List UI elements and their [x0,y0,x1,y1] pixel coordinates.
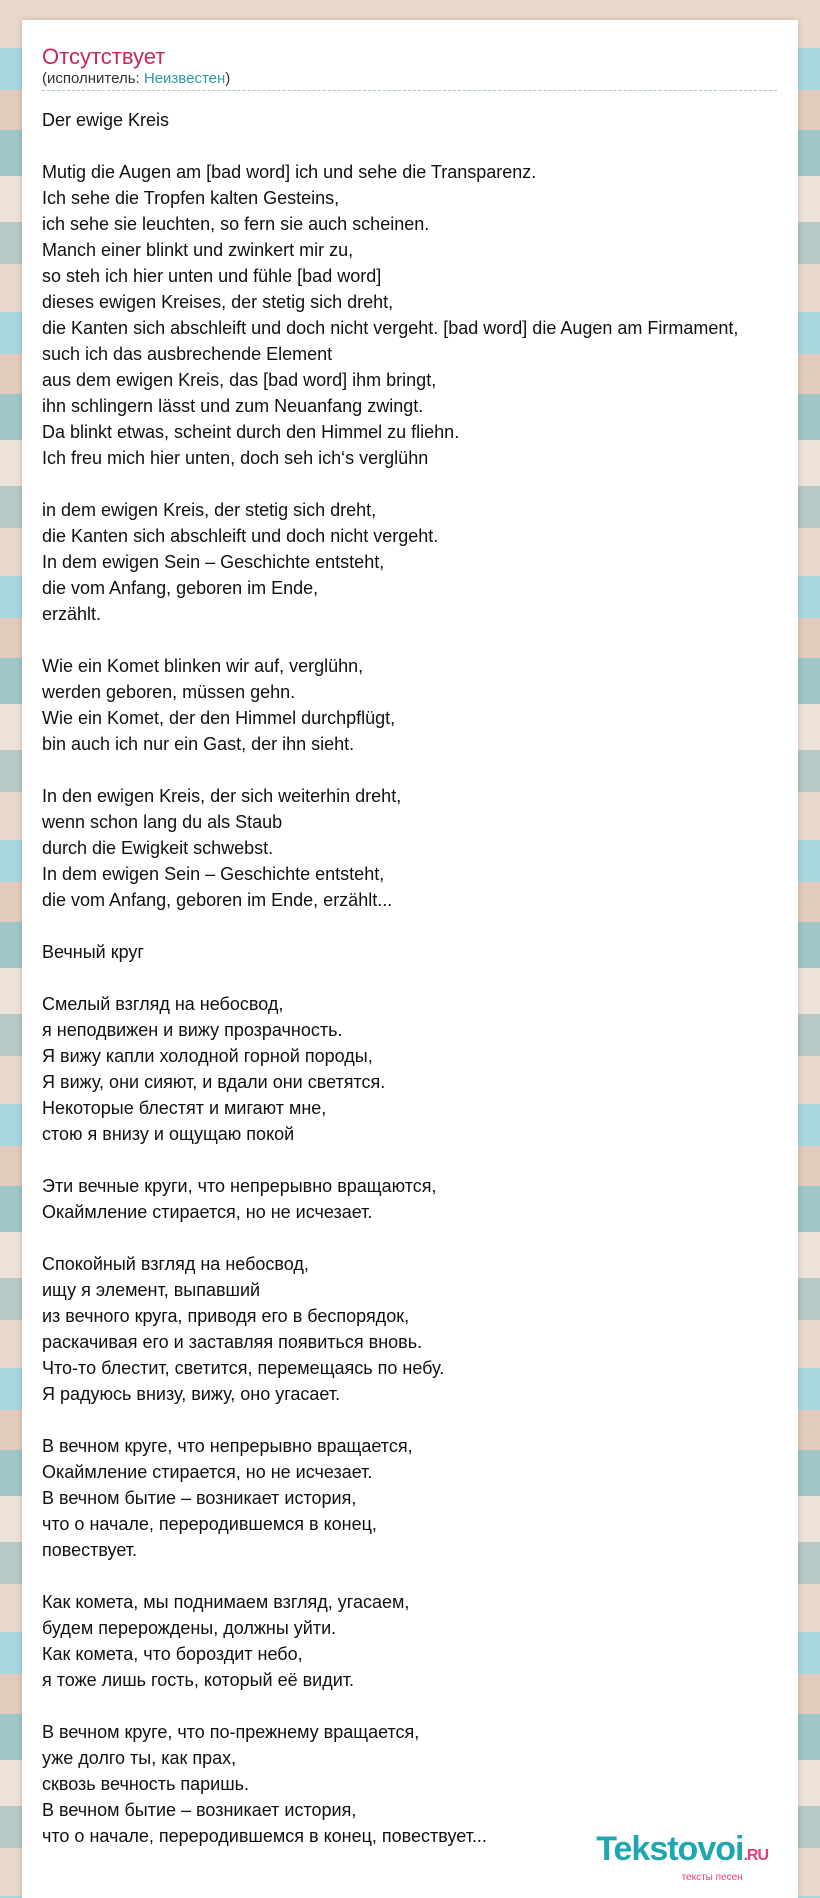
lyric-line: уже долго ты, как прах, [42,1748,237,1768]
logo-tagline: тексты песен [681,1872,743,1883]
lyric-line: Как комета, что бороздит небо, [42,1644,303,1664]
lyric-line: bin auch ich nur ein Gast, der ihn sieht. [42,734,355,754]
lyric-line: что о начале, переродившемся в конец, повествует... [42,1826,487,1846]
lyric-line: die Kanten sich abschleift und doch nicht vergeht. [42,526,439,546]
lyric-line: In dem ewigen Sein – Geschichte entsteht, [42,864,385,884]
lyric-line: Смелый взгляд на небосвод, [42,994,284,1014]
lyric-line: Mutig die Augen am [bad word] ich und sehe die Transparenz. [42,162,537,182]
lyric-line [42,1563,738,1589]
lyric-line [42,627,738,653]
artist-link[interactable]: Неизвестен [143,70,226,87]
lyric-line: Ich freu mich hier unten, doch seh ich‘s verglühn [42,448,429,468]
lyric-line: die Kanten sich abschleift und doch nicht vergeht. [bad word] die Augen am Firmament, [42,318,739,338]
lyric-line: aus dem ewigen Kreis, das [bad word] ihm bringt, [42,370,437,390]
lyric-line: Ich sehe die Tropfen kalten Gesteins, [42,188,340,208]
lyric-line: Wie ein Komet, der den Himmel durchpflügt, [42,708,396,728]
logo-wordmark [596,1831,768,1874]
lyric-line [42,133,738,159]
lyric-line: раскачивая его и заставляя появиться вновь. [42,1332,423,1352]
lyric-line: erzählt. [42,604,102,624]
lyrics-card [22,20,798,1898]
lyric-line: in dem ewigen Kreis, der stetig sich dreht, [42,500,377,520]
lyric-line: Как комета, мы поднимаем взгляд, угасаем, [42,1592,410,1612]
lyric-line [42,1147,738,1173]
lyric-line: Я вижу, они сияют, и вдали они светятся. [42,1072,386,1092]
lyric-line: In den ewigen Kreis, der sich weiterhin dreht, [42,786,402,806]
lyric-line: Wie ein Komet blinken wir auf, verglühn, [42,656,364,676]
lyric-line: ищу я элемент, выпавший [42,1280,261,1300]
lyric-line: будем перерождены, должны уйти. [42,1618,337,1638]
lyric-line [42,1693,738,1719]
lyric-line: werden geboren, müssen gehn. [42,682,296,702]
lyric-line: я тоже лишь гость, который её видит. [42,1670,355,1690]
lyric-line: повествует. [42,1540,138,1560]
lyric-line: durch die Ewigkeit schwebst. [42,838,274,858]
lyric-line: die vom Anfang, geboren im Ende, [42,578,319,598]
lyric-line: Что-то блестит, светится, перемещаясь по небу. [42,1358,445,1378]
lyric-line: so steh ich hier unten und fühle [bad word] [42,266,382,286]
lyric-line: die vom Anfang, geboren im Ende, erzählt... [42,890,393,910]
lyric-line [42,965,738,991]
lyric-line: Спокойный взгляд на небосвод, [42,1254,309,1274]
lyric-line: ihn schlingern lässt und zum Neuanfang zwingt. [42,396,424,416]
lyric-line: Я вижу капли холодной горной породы, [42,1046,373,1066]
site-logo[interactable] [596,1831,768,1884]
song-title: Отсутствует [42,44,166,69]
lyric-line [42,471,738,497]
song-header [42,44,777,91]
logo-main-text: Tekstovoi [596,1830,744,1868]
lyric-line: В вечном бытие – возникает история, [42,1488,357,1508]
lyric-line: Da blinkt etwas, scheint durch den Himmel zu fliehn. [42,422,460,442]
lyric-line: Я радуюсь внизу, вижу, оно угасает. [42,1384,341,1404]
lyric-line: Вечный круг [42,942,144,962]
lyric-line: стою я внизу и ощущаю покой [42,1124,295,1144]
lyric-line: ich sehe sie leuchten, so fern sie auch scheinen. [42,214,430,234]
lyric-line: В вечном круге, что по-прежнему вращается, [42,1722,420,1742]
lyric-line [42,913,738,939]
lyric-line [42,1225,738,1251]
lyric-line: сквозь вечность паришь. [42,1774,250,1794]
lyric-line: Manch einer blinkt und zwinkert mir zu, [42,240,354,260]
logo-tld: .RU [743,1847,768,1864]
artist-prefix: (исполнитель: [42,70,144,87]
lyrics-text [42,107,738,1849]
lyric-line [42,757,738,783]
lyric-line: Некоторые блестят и мигают мне, [42,1098,327,1118]
lyric-line: dieses ewigen Kreises, der stetig sich dreht, [42,292,394,312]
lyric-line: из вечного круга, приводя его в беспорядок, [42,1306,410,1326]
artist-line [42,70,777,88]
lyric-line: wenn schon lang du als Staub [42,812,283,832]
lyric-line [42,1407,738,1433]
lyric-line: что о начале, переродившемся в конец, [42,1514,377,1534]
lyric-line: Эти вечные круги, что непрерывно вращаются, [42,1176,437,1196]
lyric-line: Окаймление стирается, но не исчезает. [42,1202,373,1222]
lyric-line: such ich das ausbrechende Element [42,344,333,364]
lyric-line: В вечном круге, что непрерывно вращается, [42,1436,413,1456]
lyric-line: В вечном бытие – возникает история, [42,1800,357,1820]
lyric-line: In dem ewigen Sein – Geschichte entsteht, [42,552,385,572]
artist-suffix: ) [225,70,231,87]
lyric-line: Окаймление стирается, но не исчезает. [42,1462,373,1482]
lyric-line: Der ewige Kreis [42,110,170,130]
lyric-line: я неподвижен и вижу прозрачность. [42,1020,343,1040]
